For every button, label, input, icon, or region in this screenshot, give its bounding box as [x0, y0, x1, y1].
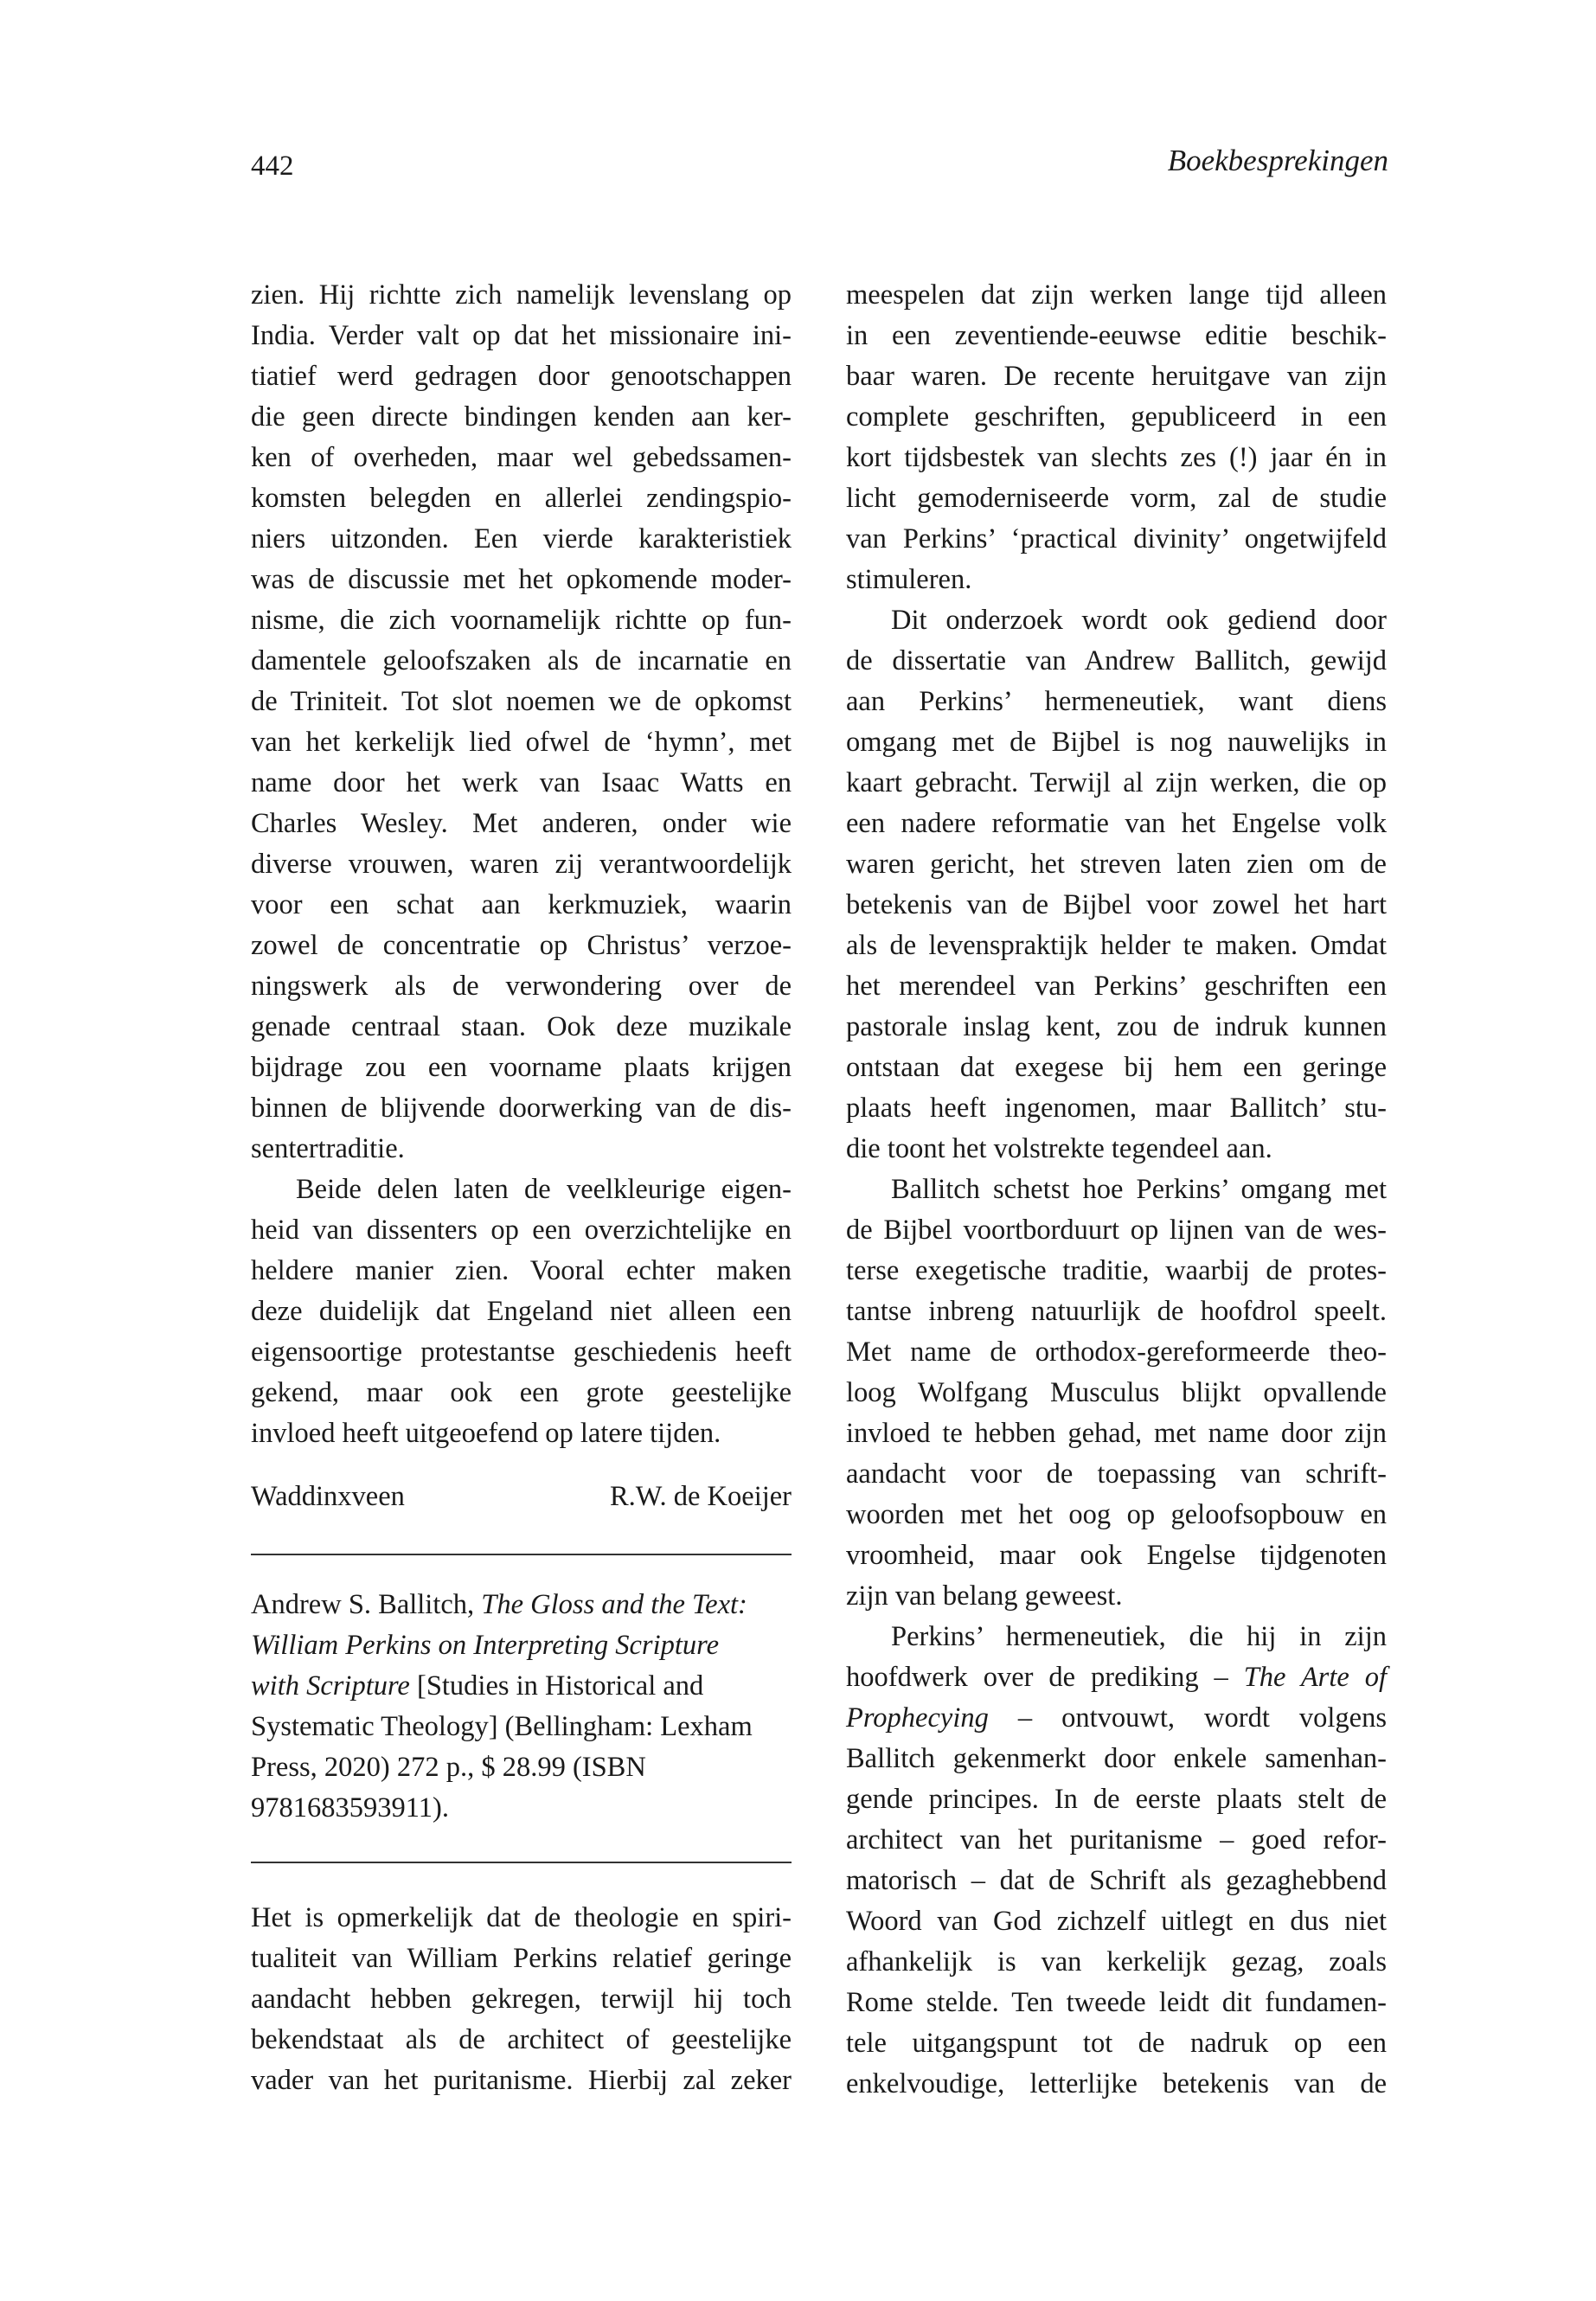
text-line: pastorale inslag kent, zou de indruk kunnen: [846, 1011, 1387, 1042]
text-line: bekendstaat als de architect of geestelijke: [251, 2024, 792, 2055]
bib-line: 9781683593911).: [251, 1792, 449, 1823]
left-paragraph-3: [251, 1898, 792, 2101]
text-line: loog Wolfgang Musculus blijkt opvallende: [846, 1377, 1387, 1408]
text-line: gende principes. In de eerste plaats stelt de: [846, 1784, 1387, 1815]
text-line: diverse vrouwen, waren zij verantwoordelijk: [251, 849, 792, 880]
bib-author: Andrew S. Ballitch,: [251, 1589, 482, 1620]
text-line: binnen de blijvende doorwerking van de dis-: [251, 1093, 792, 1124]
text-line: zowel de concentratie op Christus’ verzoe-: [251, 930, 792, 961]
text-line: eigensoortige protestantse geschiedenis heeft: [251, 1336, 792, 1368]
text-line: die toont het volstrekte tegendeel aan.: [846, 1133, 1272, 1164]
text-line: bijdrage zou een voorname plaats krijgen: [251, 1052, 792, 1083]
text-line: was de discussie met het opkomende moder-: [251, 564, 792, 595]
text-line: Rome stelde. Ten tweede leidt dit fundamen-: [846, 1987, 1387, 2018]
bib-title: The Gloss and the Text:: [481, 1589, 747, 1620]
text-line: kort tijdsbestek van slechts zes (!) jaar én in: [846, 442, 1387, 473]
text-line: Met name de orthodox-gereformeerde theo-: [846, 1336, 1387, 1368]
text-line: invloed te hebben gehad, met name door zijn: [846, 1418, 1387, 1449]
text-line: Perkins’ hermeneutiek, die hij in zijn: [891, 1621, 1387, 1652]
text-line: invloed heeft uitgeoefend op latere tijden.: [251, 1418, 721, 1449]
text-line: India. Verder valt op dat het missionaire ini-: [251, 320, 792, 351]
right-column: [846, 275, 1387, 2105]
text-line: meespelen dat zijn werken lange tijd alleen: [846, 279, 1387, 311]
left-paragraph-2: [251, 1170, 792, 1454]
text-line: vroomheid, maar ook Engelse tijdgenoten: [846, 1540, 1387, 1571]
text-line: van het kerkelijk lied ofwel de ‘hymn’, met: [251, 727, 792, 758]
text-line: Ballitch schetst hoe Perkins’ omgang met: [891, 1174, 1387, 1205]
right-paragraph-3: [846, 1170, 1387, 1617]
text-line: Dit onderzoek wordt ook gediend door: [891, 605, 1387, 636]
text-line: afhankelijk is van kerkelijk gezag, zoals: [846, 1946, 1387, 1977]
text-line: matorisch – dat de Schrift als gezaghebbend: [846, 1865, 1387, 1896]
text-line: aan Perkins’ hermeneutiek, want diens: [846, 686, 1387, 717]
text-line: stimuleren.: [846, 564, 972, 595]
text-line: gekend, maar ook een grote geestelijke: [251, 1377, 792, 1408]
text-line: de dissertatie van Andrew Ballitch, gewijd: [846, 645, 1387, 676]
text-line: nisme, die zich voornamelijk richtte op fun-: [251, 605, 792, 636]
text-line: de Bijbel voortborduurt op lijnen van de wes-: [846, 1215, 1387, 1246]
text-line: plaats heeft ingenomen, maar Ballitch’ stu-: [846, 1093, 1387, 1124]
divider-top: [251, 1554, 792, 1555]
text-line: Beide delen laten de veelkleurige eigen-: [296, 1174, 792, 1205]
text-line: tualiteit van William Perkins relatief geringe: [251, 1943, 792, 1974]
text-line: Het is opmerkelijk dat de theologie en spiri-: [251, 1902, 792, 1933]
work-title: Prophecying: [846, 1702, 989, 1734]
text-line: voor een schat aan kerkmuziek, waarin: [251, 889, 792, 920]
text-line: Charles Wesley. Met anderen, onder wie: [251, 808, 792, 839]
review-signature: [251, 1477, 792, 1517]
text-line: tele uitgangspunt tot de nadruk op een: [846, 2028, 1387, 2059]
text-line: Woord van God zichzelf uitlegt en dus niet: [846, 1906, 1387, 1937]
text-line: die geen directe bindingen kenden aan ker-: [251, 401, 792, 433]
divider-bottom: [251, 1862, 792, 1863]
text-line: van Perkins’ ‘practical divinity’ ongetwijfeld: [846, 523, 1387, 554]
right-paragraph-4: [846, 1617, 1387, 2105]
text-line: niers uitzonden. Een vierde karakteristiek: [251, 523, 792, 554]
bib-line: Systematic Theology] (Bellingham: Lexham: [251, 1711, 753, 1742]
text-line: aandacht hebben gekregen, terwijl hij toch: [251, 1984, 792, 2015]
text-line: kaart gebracht. Terwijl al zijn werken, die op: [846, 767, 1387, 798]
text-line: baar waren. De recente heruitgave van zijn: [846, 361, 1387, 392]
text-line: tantse inbreng natuurlijk de hoofdrol speelt.: [846, 1296, 1387, 1327]
text-line: betekenis van de Bijbel voor zowel het hart: [846, 889, 1387, 920]
bib-line: Press, 2020) 272 p., $ 28.99 (ISBN: [251, 1752, 646, 1783]
text-fragment: hoofdwerk over de prediking –: [846, 1662, 1244, 1693]
bib-title: William Perkins on Interpreting Scripture: [251, 1630, 719, 1661]
book-reference: [251, 1585, 792, 1829]
bib-line: [251, 1625, 792, 1666]
left-paragraph-1: [251, 275, 792, 1170]
text-line: ontstaan dat exegese bij hem een geringe: [846, 1052, 1387, 1083]
text-line: licht gemoderniseerde vorm, zal de studie: [846, 483, 1387, 514]
text-line: Ballitch gekenmerkt door enkele samenhan-: [846, 1743, 1387, 1774]
text-line: [846, 1657, 1387, 1698]
text-fragment: – ontvouwt, wordt volgens: [988, 1702, 1387, 1734]
running-head: Boekbesprekingen: [1167, 144, 1388, 177]
text-line: komsten belegden en allerlei zendingspio-: [251, 483, 792, 514]
text-line: als de levenspraktijk helder te maken. Omdat: [846, 930, 1387, 961]
text-line: waren gericht, het streven laten zien om de: [846, 849, 1387, 880]
text-line: sentertraditie.: [251, 1133, 405, 1164]
right-paragraph-2: [846, 600, 1387, 1170]
text-line: ken of overheden, maar wel gebedssamen-: [251, 442, 792, 473]
text-line: genade centraal staan. Ook deze muzikale: [251, 1011, 792, 1042]
page-number: 442: [251, 151, 294, 182]
text-line: tiatief werd gedragen door genootschappen: [251, 361, 792, 392]
text-line: heldere manier zien. Vooral echter maken: [251, 1255, 792, 1286]
text-line: ningswerk als de verwondering over de: [251, 971, 792, 1002]
signature-author: R.W. de Koeijer: [610, 1481, 792, 1512]
text-line: woorden met het oog op geloofsopbouw en: [846, 1499, 1387, 1530]
left-column: [251, 275, 792, 2101]
text-line: heid van dissenters op een overzichtelijke en: [251, 1215, 792, 1246]
text-line: de Triniteit. Tot slot noemen we de opkomst: [251, 686, 792, 717]
text-line: damentele geloofszaken als de incarnatie en: [251, 645, 792, 676]
text-line: het merendeel van Perkins’ geschriften een: [846, 971, 1387, 1002]
text-line: zien. Hij richtte zich namelijk levenslang op: [251, 279, 792, 311]
text-line: in een zeventiende-eeuwse editie beschik-: [846, 320, 1387, 351]
text-line: deze duidelijk dat Engeland niet alleen een: [251, 1296, 792, 1327]
text-line: name door het werk van Isaac Watts en: [251, 767, 792, 798]
text-line: zijn van belang geweest.: [846, 1580, 1123, 1612]
text-line: architect van het puritanisme – goed refor-: [846, 1824, 1387, 1856]
text-line: aandacht voor de toepassing van schrift-: [846, 1458, 1387, 1490]
right-paragraph-1: [846, 275, 1387, 600]
text-line: omgang met de Bijbel is nog nauwelijks in: [846, 727, 1387, 758]
text-line: een nadere reformatie van het Engelse volk: [846, 808, 1387, 839]
work-title: The Arte of: [1243, 1662, 1387, 1693]
signature-place: Waddinxveen: [251, 1481, 405, 1512]
text-line: enkelvoudige, letterlijke betekenis van de: [846, 2068, 1387, 2099]
bib-series: [Studies in Historical and: [409, 1670, 704, 1702]
text-line: complete geschriften, gepubliceerd in een: [846, 401, 1387, 433]
bib-title: with Scripture: [251, 1670, 410, 1702]
text-line: terse exegetische traditie, waarbij de protes-: [846, 1255, 1387, 1286]
text-line: vader van het puritanisme. Hierbij zal zeker: [251, 2065, 792, 2096]
text-line: [846, 1698, 1387, 1739]
bib-line: [251, 1666, 792, 1707]
bib-line: [251, 1585, 792, 1625]
